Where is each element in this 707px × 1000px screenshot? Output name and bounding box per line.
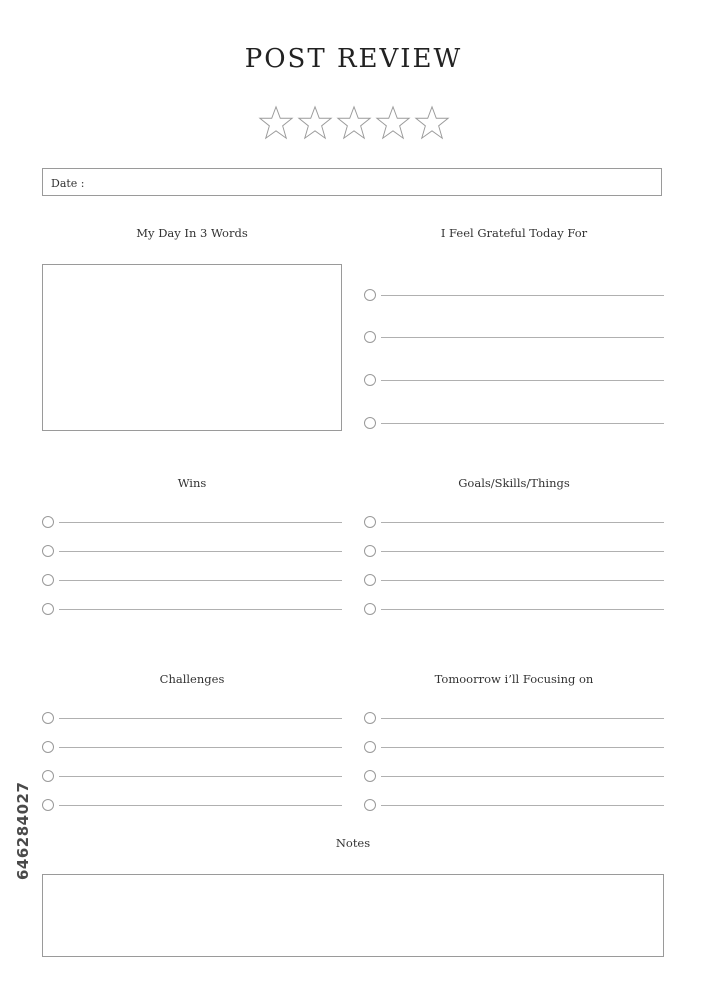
write-line <box>381 380 664 381</box>
wins-heading: Wins <box>177 476 207 490</box>
write-line <box>381 295 664 296</box>
list-item[interactable] <box>42 741 342 755</box>
write-line <box>381 805 664 806</box>
list-item[interactable] <box>364 417 664 431</box>
write-line <box>59 805 342 806</box>
checkbox-circle-icon[interactable] <box>364 417 376 429</box>
write-line <box>381 776 664 777</box>
page-title: POST REVIEW <box>244 44 463 74</box>
notes-box[interactable] <box>42 874 664 957</box>
list-item[interactable] <box>364 770 664 784</box>
checkbox-circle-icon[interactable] <box>364 712 376 724</box>
checkbox-circle-icon[interactable] <box>42 516 54 528</box>
write-line <box>59 522 342 523</box>
checkbox-circle-icon[interactable] <box>364 331 376 343</box>
list-item[interactable] <box>42 545 342 559</box>
write-line <box>59 776 342 777</box>
checkbox-circle-icon[interactable] <box>42 741 54 753</box>
write-line <box>381 423 664 424</box>
tomorrow-heading: Tomoorrow i’ll Focusing on <box>434 672 594 686</box>
checkbox-circle-icon[interactable] <box>42 603 54 615</box>
checkbox-circle-icon[interactable] <box>364 374 376 386</box>
checkbox-circle-icon[interactable] <box>364 741 376 753</box>
write-line <box>59 747 342 748</box>
write-line <box>59 580 342 581</box>
star-icon[interactable] <box>296 104 334 142</box>
write-line <box>381 551 664 552</box>
goals-heading: Goals/Skills/Things <box>458 476 570 490</box>
list-item[interactable] <box>42 712 342 726</box>
list-item[interactable] <box>42 770 342 784</box>
star-icon[interactable] <box>257 104 295 142</box>
checkbox-circle-icon[interactable] <box>42 770 54 782</box>
star-icon[interactable] <box>374 104 412 142</box>
write-line <box>381 747 664 748</box>
checkbox-circle-icon[interactable] <box>42 799 54 811</box>
checkbox-circle-icon[interactable] <box>42 712 54 724</box>
checkbox-circle-icon[interactable] <box>364 770 376 782</box>
star-icon[interactable] <box>413 104 451 142</box>
list-item[interactable] <box>42 799 342 813</box>
side-id-text: 646284027 <box>14 781 32 880</box>
list-item[interactable] <box>42 516 342 530</box>
write-line <box>381 337 664 338</box>
write-line <box>59 551 342 552</box>
list-item[interactable] <box>364 712 664 726</box>
write-line <box>381 609 664 610</box>
checkbox-circle-icon[interactable] <box>42 574 54 586</box>
my-day-box[interactable] <box>42 264 342 431</box>
checkbox-circle-icon[interactable] <box>42 545 54 557</box>
date-field[interactable] <box>42 168 662 196</box>
grateful-heading: I Feel Grateful Today For <box>440 226 588 240</box>
star-rating[interactable] <box>0 104 707 142</box>
checkbox-circle-icon[interactable] <box>364 516 376 528</box>
challenges-heading: Challenges <box>159 672 225 686</box>
my-day-heading: My Day In 3 Words <box>136 226 248 240</box>
write-line <box>59 718 342 719</box>
list-item[interactable] <box>364 289 664 303</box>
list-item[interactable] <box>364 741 664 755</box>
list-item[interactable] <box>364 574 664 588</box>
checkbox-circle-icon[interactable] <box>364 545 376 557</box>
checkbox-circle-icon[interactable] <box>364 289 376 301</box>
list-item[interactable] <box>364 331 664 345</box>
list-item[interactable] <box>42 574 342 588</box>
list-item[interactable] <box>364 603 664 617</box>
list-item[interactable] <box>364 516 664 530</box>
write-line <box>381 522 664 523</box>
write-line <box>381 580 664 581</box>
star-icon[interactable] <box>335 104 373 142</box>
checkbox-circle-icon[interactable] <box>364 574 376 586</box>
checkbox-circle-icon[interactable] <box>364 603 376 615</box>
list-item[interactable] <box>364 374 664 388</box>
checkbox-circle-icon[interactable] <box>364 799 376 811</box>
list-item[interactable] <box>42 603 342 617</box>
list-item[interactable] <box>364 799 664 813</box>
notes-heading: Notes <box>335 836 371 850</box>
date-label: Date : <box>51 177 85 190</box>
write-line <box>381 718 664 719</box>
write-line <box>59 609 342 610</box>
list-item[interactable] <box>364 545 664 559</box>
